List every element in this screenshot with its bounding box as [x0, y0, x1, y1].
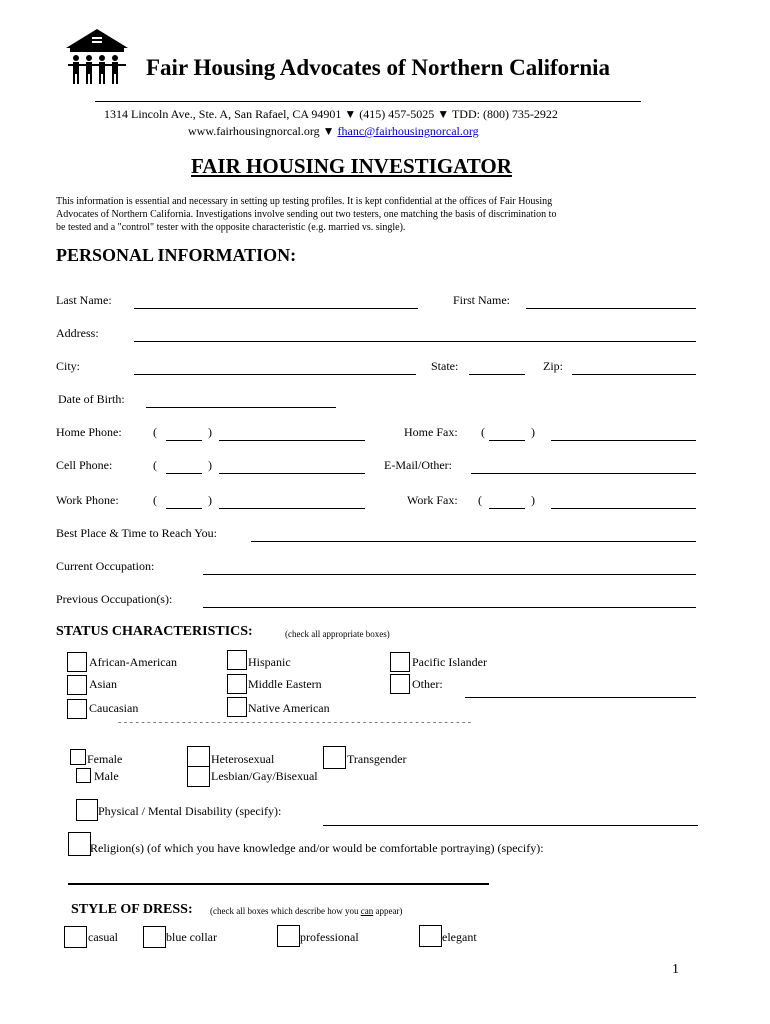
caucasian-label: Caucasian: [89, 701, 139, 715]
personal-heading: PERSONAL INFORMATION:: [56, 245, 297, 265]
asian-checkbox[interactable]: [67, 675, 87, 695]
religion-label: Religion(s) (of which you have knowledge and/or would be comfortable portraying) (specify):: [90, 841, 544, 855]
contact-line: [188, 124, 479, 139]
hispanic-label: Hispanic: [248, 655, 291, 669]
first-name-label: First Name:: [453, 293, 510, 307]
blue-collar-checkbox[interactable]: [143, 926, 166, 948]
zip-field[interactable]: [572, 374, 696, 375]
male-label: Male: [94, 769, 119, 783]
cell-phone-area[interactable]: [166, 473, 202, 474]
caucasian-checkbox[interactable]: [67, 699, 87, 719]
pacific-islander-label: Pacific Islander: [412, 655, 487, 669]
intro-line-3: be tested and a "control" tester with the opposite characteristic (e.g. married vs. single).: [56, 222, 406, 233]
dob-field[interactable]: [146, 407, 336, 408]
lgb-checkbox[interactable]: [187, 766, 210, 787]
org-name: Fair Housing Advocates of Northern California: [146, 55, 611, 80]
other-label: Other:: [412, 677, 443, 691]
home-fax-label: Home Fax:: [404, 425, 458, 439]
native-american-label: Native American: [248, 701, 330, 715]
paren-close: ): [208, 458, 212, 472]
current-occupation-label: Current Occupation:: [56, 559, 155, 573]
paren-open: (: [153, 425, 157, 439]
header-rule: [95, 101, 641, 102]
heterosexual-label: Heterosexual: [211, 752, 275, 766]
african-american-label: African-American: [89, 655, 177, 669]
dress-heading: STYLE OF DRESS:: [71, 902, 193, 917]
asian-label: Asian: [89, 677, 117, 691]
transgender-label: Transgender: [347, 752, 407, 766]
work-phone-number[interactable]: [219, 508, 365, 509]
home-fax-number[interactable]: [551, 440, 696, 441]
email-field[interactable]: [471, 473, 696, 474]
paren-open: (: [153, 458, 157, 472]
status-note: (check all appropriate boxes): [285, 629, 390, 639]
paren-close: ): [531, 425, 535, 439]
other-checkbox[interactable]: [390, 674, 410, 694]
city-label: City:: [56, 359, 81, 373]
disability-label: Physical / Mental Disability (specify):: [98, 804, 282, 818]
cell-phone-label: Cell Phone:: [56, 458, 113, 472]
dress-note-post: appear): [373, 906, 403, 916]
casual-checkbox[interactable]: [64, 926, 87, 948]
lgb-label: Lesbian/Gay/Bisexual: [211, 769, 318, 783]
casual-label: casual: [88, 930, 118, 944]
state-label: State:: [431, 359, 459, 373]
best-time-field[interactable]: [251, 541, 696, 542]
page-title: FAIR HOUSING INVESTIGATOR: [191, 154, 512, 178]
work-phone-label: Work Phone:: [56, 493, 119, 507]
middle-eastern-label: Middle Eastern: [248, 677, 322, 691]
home-fax-area[interactable]: [489, 440, 525, 441]
last-name-field[interactable]: [134, 308, 418, 309]
african-american-checkbox[interactable]: [67, 652, 87, 672]
home-phone-number[interactable]: [219, 440, 365, 441]
intro-line-1: This information is essential and necessary in setting up testing profiles. It is kept confidential at the offices of Fair Housing: [56, 196, 553, 207]
email-link[interactable]: fhanc@fairhousingnorcal.org: [337, 124, 479, 138]
zip-label: Zip:: [543, 359, 563, 373]
status-heading: STATUS CHARACTERISTICS:: [56, 624, 253, 639]
male-checkbox[interactable]: [76, 768, 91, 783]
work-fax-number[interactable]: [551, 508, 696, 509]
cell-phone-number[interactable]: [219, 473, 365, 474]
native-american-checkbox[interactable]: [227, 697, 247, 717]
other-field[interactable]: [465, 697, 696, 698]
elegant-checkbox[interactable]: [419, 925, 442, 947]
disability-checkbox[interactable]: [76, 799, 98, 821]
work-phone-area[interactable]: [166, 508, 202, 509]
dob-label: Date of Birth:: [58, 392, 125, 406]
intro-line-2: Advocates of Northern California. Investigations involve sending out two testers, one matching the basis of discrimination to: [56, 209, 557, 220]
dress-note-can: can: [360, 906, 374, 916]
religion-field[interactable]: [68, 883, 489, 885]
elegant-label: elegant: [442, 930, 477, 944]
previous-occupation-field[interactable]: [203, 607, 696, 608]
hispanic-checkbox[interactable]: [227, 650, 247, 670]
transgender-checkbox[interactable]: [323, 746, 346, 769]
paren-close: ): [531, 493, 535, 507]
paren-close: ): [208, 425, 212, 439]
first-name-field[interactable]: [526, 308, 696, 309]
work-fax-area[interactable]: [489, 508, 525, 509]
best-time-label: Best Place & Time to Reach You:: [56, 526, 218, 540]
religion-checkbox[interactable]: [68, 832, 91, 856]
paren-open: (: [153, 493, 157, 507]
paren-open: (: [478, 493, 482, 507]
blue-collar-label: blue collar: [166, 930, 217, 944]
professional-label: professional: [300, 930, 359, 944]
last-name-label: Last Name:: [56, 293, 112, 307]
paren-close: ): [208, 493, 212, 507]
logo: [64, 28, 130, 90]
female-checkbox[interactable]: [70, 749, 86, 765]
website-text: www.fairhousingnorcal.org ▼: [188, 124, 338, 138]
previous-occupation-label: Previous Occupation(s):: [56, 592, 173, 606]
professional-checkbox[interactable]: [277, 925, 300, 947]
female-label: Female: [87, 752, 123, 766]
work-fax-label: Work Fax:: [407, 493, 458, 507]
city-field[interactable]: [134, 374, 416, 375]
heterosexual-checkbox[interactable]: [187, 746, 210, 767]
home-phone-area[interactable]: [166, 440, 202, 441]
state-field[interactable]: [469, 374, 525, 375]
dress-note: [210, 906, 402, 916]
address-label: Address:: [56, 326, 99, 340]
address-field[interactable]: [134, 341, 696, 342]
disability-field[interactable]: [323, 825, 698, 826]
dress-note-pre: (check all boxes which describe how you: [210, 906, 361, 916]
middle-eastern-checkbox[interactable]: [227, 674, 247, 694]
address-line: 1314 Lincoln Ave., Ste. A, San Rafael, CA 94901 ▼ (415) 457-5025 ▼ TDD: (800) 735-2922: [104, 107, 558, 121]
section-divider: - - - - - - - - - - - - - - - - - - - - - - - - - - - - - - - - - - - - - - - - - - - - - - - - - - - - - - - - - - - - -: [118, 717, 472, 728]
page-number: 1: [672, 962, 679, 977]
current-occupation-field[interactable]: [203, 574, 696, 575]
email-label: E-Mail/Other:: [384, 458, 452, 472]
pacific-islander-checkbox[interactable]: [390, 652, 410, 672]
home-phone-label: Home Phone:: [56, 425, 122, 439]
paren-open: (: [481, 425, 485, 439]
